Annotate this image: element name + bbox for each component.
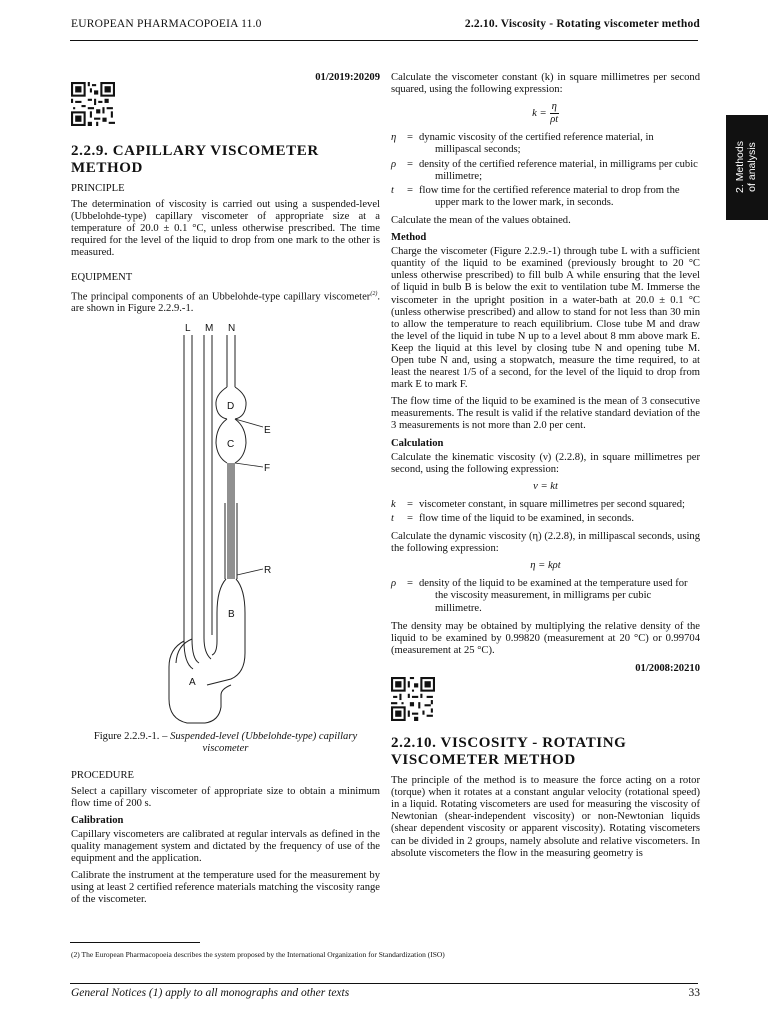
- equipment-text-a: The principal components of an Ubbelohde-type capillary viscometer: [71, 291, 371, 303]
- definition-text: dynamic viscosity of the certified reference material, in millipascal seconds;: [419, 132, 654, 156]
- label-C: C: [227, 439, 235, 451]
- kinematic-text: Calculate the kinematic viscosity (ν) (2.2.8), in square millimetres per second, using the following expression:: [391, 451, 700, 475]
- label-M: M: [205, 323, 214, 335]
- figure-caption-text: Suspended-level (Ubbelohde-type) capillary viscometer: [170, 731, 358, 755]
- footnote-mark: (2): [370, 290, 378, 297]
- definition-text: density of the certified reference material, in milligrams per cubic millimetre;: [419, 158, 698, 182]
- definitions-2: [391, 499, 700, 525]
- label-L: L: [185, 323, 191, 335]
- footer-note: General Notices (1) apply to all monographs and other texts: [71, 987, 350, 999]
- right-column: [391, 72, 700, 865]
- definition-text: viscometer constant, in square millimetres per second squared;: [419, 498, 685, 510]
- formula-k: [391, 101, 700, 126]
- figure-caption: [71, 731, 380, 755]
- definition-equals: =: [407, 513, 413, 524]
- section-title-2: 2.2.10. VISCOSITY - ROTATING VISCOMETER METHOD: [391, 735, 627, 769]
- page-number: 33: [688, 987, 700, 999]
- defs3-row: [391, 578, 700, 614]
- definition-symbol: k: [391, 498, 396, 510]
- running-header-left: EUROPEAN PHARMACOPOEIA 11.0: [71, 18, 262, 30]
- label-R: R: [264, 565, 272, 577]
- definition-equals: =: [407, 578, 413, 590]
- definition-equals: =: [407, 132, 413, 144]
- label-N: N: [228, 323, 236, 335]
- definition-equals: =: [407, 498, 413, 510]
- equipment-text-b: . are shown in Figure 2.2.9.-1.: [71, 291, 380, 315]
- constant-intro: Calculate the viscometer constant (k) in square millimetres per second squared, using the following expression:: [391, 72, 700, 96]
- defs2-row: [391, 513, 700, 525]
- calibration-text-2: Calibrate the instrument at the temperature used for the measurement by using at least 2 certified reference materials matching the viscosity range of the viscometer.: [71, 870, 380, 906]
- definition-text: density of the liquid to be examined at the temperature used for the viscosity measurement, in milligrams per cubic millimetre.: [419, 578, 688, 614]
- definition-symbol: t: [391, 184, 394, 196]
- defs2-row: [391, 499, 700, 511]
- definition-text: flow time of the liquid to be examined, in seconds.: [419, 513, 635, 524]
- label-B: B: [228, 609, 235, 621]
- definition-text: flow time for the certified reference material to drop from the upper mark to the lower mark, in seconds.: [419, 184, 680, 208]
- principle-heading: PRINCIPLE: [71, 183, 125, 194]
- footer-rule: [70, 983, 698, 984]
- definition-symbol: ρ: [391, 578, 397, 590]
- formula-k-denominator: ρt: [550, 114, 559, 126]
- formula-k-lhs: k =: [532, 107, 547, 119]
- calibration-heading: Calibration: [71, 814, 124, 826]
- definition-symbol: ρ: [391, 158, 397, 170]
- footnote-rule: [70, 942, 200, 943]
- footnote: (2) The European Pharmacopoeia describes the system proposed by the International Organization for Standardization (ISO): [71, 950, 445, 959]
- qr-code-icon: [71, 82, 115, 126]
- qr-code-icon: [391, 677, 435, 721]
- definitions-3: [391, 578, 700, 614]
- ubbelohde-viscometer-figure: [71, 323, 380, 735]
- mean-text: Calculate the mean of the values obtained.: [391, 214, 571, 226]
- section-tab-line2: of analysis: [746, 142, 758, 192]
- rotating-intro: The principle of the method is to measure the force acting on a rotor (torque) when it rotates at a constant angular velocity (rotational speed) in a liquid. Rotating viscometers are used for measuring the viscosity of Newtonian (shear-independent viscosity) or non-Newtonian liquids (shear dependent viscosity or apparent viscosity). Rotating viscometers can be divided in 2 groups, namely absolute and relative viscometers. In absolute viscometers the flow in the measuring geometry is: [391, 775, 700, 859]
- running-header-right: 2.2.10. Viscosity - Rotating viscometer method: [464, 18, 700, 30]
- definitions-1: [391, 132, 700, 209]
- monograph-ref-2: 01/2008:20210: [635, 662, 700, 674]
- section-tab: [726, 115, 768, 220]
- definition-equals: =: [407, 184, 413, 196]
- calibration-text-1: Capillary viscometers are calibrated at regular intervals as defined in the quality management system and dictated by the frequency of use of the equipment and the application.: [71, 828, 380, 865]
- section-title: 2.2.9. CAPILLARY VISCOMETER METHOD: [71, 143, 319, 176]
- flow-time-text: The flow time of the liquid to be examined is the mean of 3 consecutive measurements. The result is valid if the relative standard deviation of the 3 measurements is not more than 2.0 per cent.: [391, 396, 700, 432]
- definition-symbol: η: [391, 132, 397, 144]
- procedure-heading: PROCEDURE: [71, 769, 134, 781]
- density-text: The density may be obtained by multiplying the relative density of the liquid to be examined by 0.99820 (measurement at 20 °C) or 0.99704 (measurement at 25 °C).: [391, 620, 700, 656]
- formula-k-numerator: η: [550, 101, 559, 114]
- label-A: A: [189, 677, 196, 689]
- calculation-heading: Calculation: [391, 437, 444, 449]
- label-F: F: [264, 463, 271, 475]
- header-rule: [70, 40, 698, 41]
- equipment-heading: EQUIPMENT: [71, 271, 133, 283]
- section-tab-line1: 2. Methods: [734, 141, 746, 193]
- equipment-text: [71, 288, 380, 316]
- dynamic-text: Calculate the dynamic viscosity (η) (2.2.8), in millipascal seconds, using the following expression:: [391, 531, 700, 555]
- procedure-text: Select a capillary viscometer of appropriate size to obtain a minimum flow time of 200 s.: [71, 785, 380, 809]
- definition-symbol: t: [391, 513, 394, 524]
- label-D: D: [227, 401, 235, 413]
- monograph-ref: 01/2019:20209: [315, 72, 380, 83]
- defs1-row: [391, 159, 700, 183]
- principle-text: The determination of viscosity is carried out using a suspended-level (Ubbelohde-type) capillary viscometer of appropriate size at a temperature of 20.0 ± 0.1 °C, unless otherwise prescribed. The time required for the level of the liquid to drop from one mark to the other is measured.: [71, 199, 380, 259]
- defs1-row: [391, 132, 700, 156]
- figure-caption-number: Figure 2.2.9.-1. –: [93, 731, 171, 743]
- formula-eta: η = kρt: [530, 560, 561, 572]
- defs1-row: [391, 185, 700, 209]
- method-heading: Method: [391, 232, 427, 244]
- method-text: Charge the viscometer (Figure 2.2.9.-1) through tube L with a sufficient quantity of the liquid to be examined (previously brought to 20 °C unless otherwise prescribed) to fill bulb A while ensuring that the level of liquid in bulb B is below the exit to ventilation tube M. Immerse the viscometer in the upright position in a water-bath at 20.0 ± 0.1 °C (unless otherwise prescribed) and allow to stand for not less than 30 min to allow the temperature to reach equilibrium. Close tube M and draw the level of the liquid in tube N up to a level about 8 mm above mark E. Keep the liquid at this level by closing tube N and opening tube M. Open tube N and, using a stopwatch, measure the time required, to at least the nearest 1/5 of a second, for the level of the liquid to drop from mark E to mark F.: [391, 246, 700, 391]
- formula-nu: ν = kt: [533, 480, 558, 492]
- definition-equals: =: [407, 158, 413, 170]
- label-E: E: [264, 425, 271, 437]
- left-column: [71, 72, 380, 912]
